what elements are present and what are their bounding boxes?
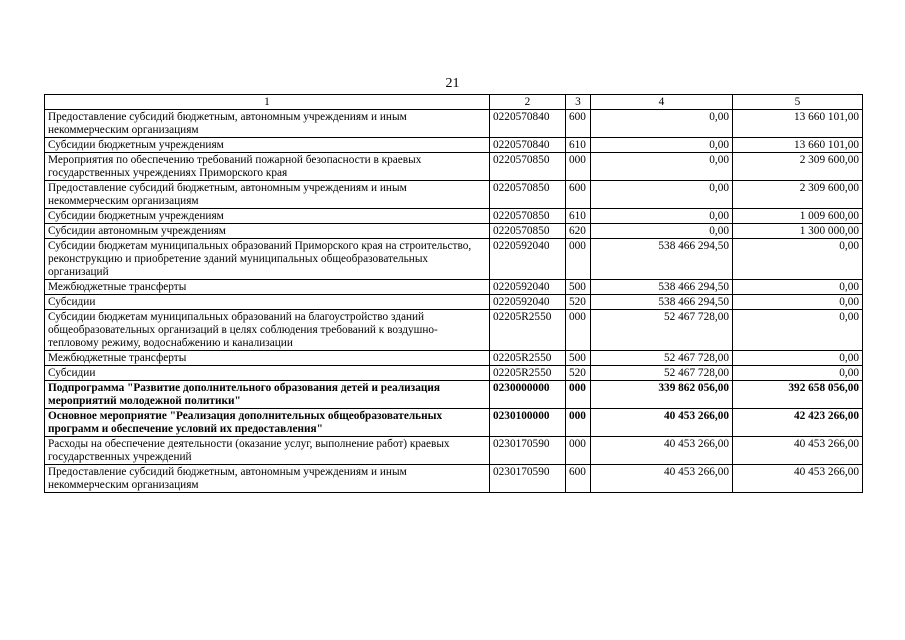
column-header-5: 5	[733, 95, 863, 110]
table-row	[45, 110, 863, 138]
row-type-cell: 600	[566, 465, 591, 493]
row-code-cell: 0220570850	[490, 224, 566, 239]
row-value-5-cell: 40 453 266,00	[733, 437, 863, 465]
row-code-cell: 0220570850	[490, 153, 566, 181]
row-value-4-cell: 0,00	[591, 209, 733, 224]
row-type-cell: 610	[566, 138, 591, 153]
row-name-cell: Субсидии бюджетам муниципальных образований на благоустройство зданий общеобразовательных организаций в целях соблюдения требований к воздушно-тепловому режиму, водоснабжению и канализации	[45, 310, 490, 351]
row-value-5-cell: 0,00	[733, 280, 863, 295]
row-type-cell: 000	[566, 409, 591, 437]
row-code-cell: 0230170590	[490, 437, 566, 465]
row-value-4-cell: 339 862 056,00	[591, 381, 733, 409]
row-code-cell: 02205R2550	[490, 310, 566, 351]
table-row	[45, 409, 863, 437]
row-value-4-cell: 52 467 728,00	[591, 351, 733, 366]
row-value-4-cell: 40 453 266,00	[591, 409, 733, 437]
row-code-cell: 0220570850	[490, 209, 566, 224]
row-value-4-cell: 40 453 266,00	[591, 465, 733, 493]
row-name-cell: Мероприятия по обеспечению требований пожарной безопасности в краевых государственных учреждениях Приморского края	[45, 153, 490, 181]
row-type-cell: 000	[566, 153, 591, 181]
row-value-4-cell: 0,00	[591, 110, 733, 138]
table-row	[45, 239, 863, 280]
row-value-4-cell: 52 467 728,00	[591, 310, 733, 351]
row-type-cell: 600	[566, 181, 591, 209]
page-number: 21	[445, 76, 460, 91]
table-row	[45, 280, 863, 295]
table-row	[45, 181, 863, 209]
column-header-2: 2	[490, 95, 566, 110]
row-name-cell: Расходы на обеспечение деятельности (оказание услуг, выполнение работ) краевых государственных учреждений	[45, 437, 490, 465]
row-value-5-cell: 13 660 101,00	[733, 110, 863, 138]
row-type-cell: 610	[566, 209, 591, 224]
row-code-cell: 0220592040	[490, 239, 566, 280]
table-row	[45, 465, 863, 493]
table-row	[45, 437, 863, 465]
column-header-3: 3	[566, 95, 591, 110]
row-value-5-cell: 0,00	[733, 366, 863, 381]
row-value-5-cell: 2 309 600,00	[733, 153, 863, 181]
header-row	[45, 95, 863, 110]
row-code-cell: 02205R2550	[490, 351, 566, 366]
column-header-1: 1	[45, 95, 490, 110]
row-value-4-cell: 40 453 266,00	[591, 437, 733, 465]
row-value-5-cell: 1 009 600,00	[733, 209, 863, 224]
row-name-cell: Субсидии	[45, 366, 490, 381]
row-type-cell: 500	[566, 280, 591, 295]
row-type-cell: 000	[566, 381, 591, 409]
row-type-cell: 500	[566, 351, 591, 366]
row-code-cell: 0220570840	[490, 110, 566, 138]
row-name-cell: Предоставление субсидий бюджетным, автономным учреждениям и иным некоммерческим организациям	[45, 181, 490, 209]
row-type-cell: 000	[566, 239, 591, 280]
row-value-5-cell: 2 309 600,00	[733, 181, 863, 209]
table-row	[45, 295, 863, 310]
row-value-5-cell: 13 660 101,00	[733, 138, 863, 153]
row-value-5-cell: 392 658 056,00	[733, 381, 863, 409]
row-name-cell: Субсидии бюджетным учреждениям	[45, 209, 490, 224]
row-type-cell: 520	[566, 366, 591, 381]
row-value-5-cell: 0,00	[733, 351, 863, 366]
row-code-cell: 0230000000	[490, 381, 566, 409]
table-row	[45, 153, 863, 181]
table-row	[45, 209, 863, 224]
row-code-cell: 0220592040	[490, 295, 566, 310]
row-value-4-cell: 52 467 728,00	[591, 366, 733, 381]
row-name-cell: Межбюджетные трансферты	[45, 351, 490, 366]
row-value-5-cell: 1 300 000,00	[733, 224, 863, 239]
table-row	[45, 381, 863, 409]
row-type-cell: 520	[566, 295, 591, 310]
row-name-cell: Предоставление субсидий бюджетным, автономным учреждениям и иным некоммерческим организациям	[45, 465, 490, 493]
table-row	[45, 351, 863, 366]
row-code-cell: 0230170590	[490, 465, 566, 493]
budget-table	[44, 94, 863, 493]
row-value-5-cell: 0,00	[733, 310, 863, 351]
table-row	[45, 224, 863, 239]
row-name-cell: Межбюджетные трансферты	[45, 280, 490, 295]
row-name-cell: Основное мероприятие "Реализация дополнительных общеобразовательных программ и обеспечение условий их предоставления"	[45, 409, 490, 437]
row-name-cell: Субсидии бюджетным учреждениям	[45, 138, 490, 153]
row-value-4-cell: 538 466 294,50	[591, 239, 733, 280]
row-value-5-cell: 40 453 266,00	[733, 465, 863, 493]
row-value-5-cell: 0,00	[733, 239, 863, 280]
row-type-cell: 620	[566, 224, 591, 239]
row-type-cell: 000	[566, 310, 591, 351]
row-name-cell: Субсидии	[45, 295, 490, 310]
row-value-4-cell: 0,00	[591, 181, 733, 209]
row-code-cell: 0220570840	[490, 138, 566, 153]
table-row	[45, 138, 863, 153]
row-value-4-cell: 0,00	[591, 138, 733, 153]
row-code-cell: 0220570850	[490, 181, 566, 209]
row-value-4-cell: 0,00	[591, 224, 733, 239]
row-name-cell: Подпрограмма "Развитие дополнительного образования детей и реализация мероприятий молодежной политики"	[45, 381, 490, 409]
row-name-cell: Субсидии автономным учреждениям	[45, 224, 490, 239]
row-code-cell: 02205R2550	[490, 366, 566, 381]
column-header-4: 4	[591, 95, 733, 110]
row-value-4-cell: 0,00	[591, 153, 733, 181]
row-name-cell: Предоставление субсидий бюджетным, автономным учреждениям и иным некоммерческим организациям	[45, 110, 490, 138]
row-value-5-cell: 0,00	[733, 295, 863, 310]
table-row	[45, 310, 863, 351]
row-value-5-cell: 42 423 266,00	[733, 409, 863, 437]
row-name-cell: Субсидии бюджетам муниципальных образований Приморского края на строительство, реконструкцию и приобретение зданий муниципальных общеобразовательных организаций	[45, 239, 490, 280]
row-code-cell: 0220592040	[490, 280, 566, 295]
row-type-cell: 600	[566, 110, 591, 138]
row-value-4-cell: 538 466 294,50	[591, 280, 733, 295]
row-value-4-cell: 538 466 294,50	[591, 295, 733, 310]
table-body	[45, 110, 863, 493]
table-row	[45, 366, 863, 381]
row-type-cell: 000	[566, 437, 591, 465]
row-code-cell: 0230100000	[490, 409, 566, 437]
